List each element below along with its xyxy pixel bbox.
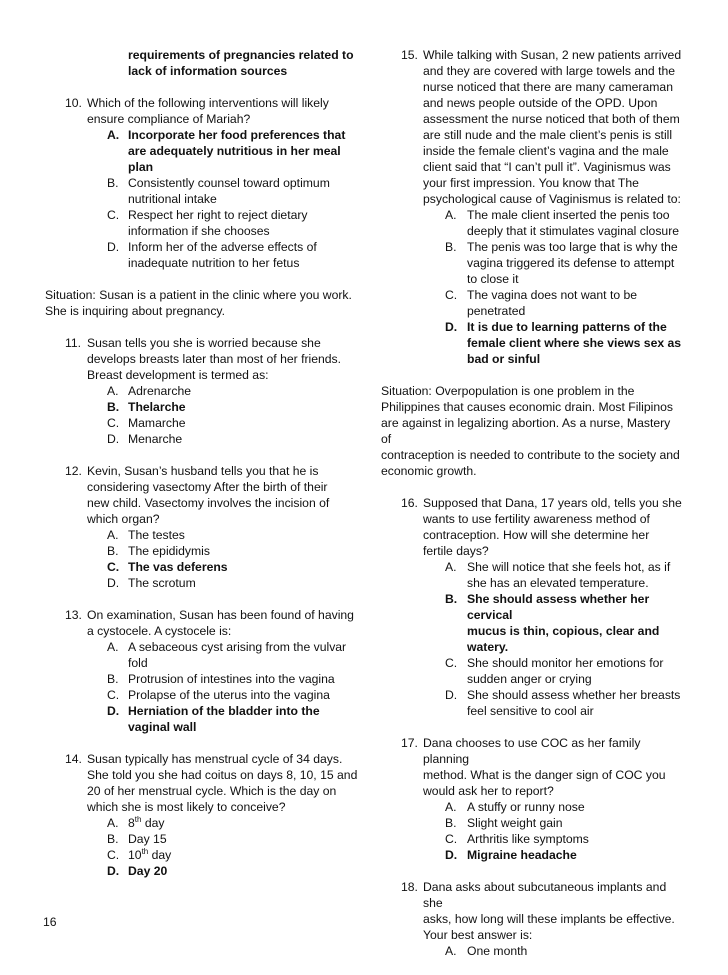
option-a bbox=[45, 527, 365, 543]
text-line: Incorporate her food preferences that bbox=[128, 128, 346, 142]
option-d bbox=[45, 863, 365, 879]
question-number: 14. bbox=[65, 752, 82, 766]
option-text: Arthritis like symptoms bbox=[467, 832, 589, 846]
text-line: contraception. How will she determine her bbox=[423, 528, 650, 542]
option-d bbox=[45, 575, 365, 591]
text-line: lack of information sources bbox=[128, 64, 288, 78]
text-line: your first impression. You know that The bbox=[423, 176, 639, 190]
option-letter: C. bbox=[445, 656, 458, 670]
text-line: A sebaceous cyst arising from the vulvar bbox=[128, 640, 347, 654]
text-line: ensure compliance of Mariah? bbox=[87, 112, 251, 126]
option-d bbox=[381, 847, 683, 863]
option-c bbox=[45, 207, 365, 239]
text-line: which she is most likely to conceive? bbox=[87, 800, 286, 814]
text-line: Philippines that causes economic drain. Most Filipinos bbox=[381, 400, 673, 414]
option-text: The vas deferens bbox=[128, 560, 228, 574]
option-letter: D. bbox=[445, 688, 458, 702]
option-letter: B. bbox=[107, 400, 120, 414]
question-12 bbox=[45, 463, 365, 591]
text-line: It is due to learning patterns of the bbox=[467, 320, 667, 334]
question-17 bbox=[381, 735, 683, 863]
option-a bbox=[45, 815, 365, 831]
option-letter: B. bbox=[107, 544, 119, 558]
option-letter: C. bbox=[445, 832, 458, 846]
text-line: 20 of her menstrual cycle. Which is the day on bbox=[87, 784, 337, 798]
option-letter: B. bbox=[445, 816, 457, 830]
option-c bbox=[381, 831, 683, 847]
option-letter: D. bbox=[445, 848, 458, 862]
text-line: She is inquiring about pregnancy. bbox=[45, 304, 225, 318]
option-text: Adrenarche bbox=[128, 384, 192, 398]
text-line: fold bbox=[128, 656, 148, 670]
option-c bbox=[45, 847, 365, 863]
text-line: she has an elevated temperature. bbox=[467, 576, 649, 590]
text-line: penetrated bbox=[467, 304, 526, 318]
option-letter: A. bbox=[107, 528, 119, 542]
text-line: Which of the following interventions will likely bbox=[87, 96, 329, 110]
question-number: 13. bbox=[65, 608, 82, 622]
option-b bbox=[45, 175, 365, 207]
text-line: Kevin, Susan’s husband tells you that he is bbox=[87, 464, 319, 478]
right-column bbox=[381, 47, 683, 975]
text-line: The penis was too large that is why the bbox=[467, 240, 678, 254]
option-text: Day 20 bbox=[128, 864, 168, 878]
text-line: The vagina does not want to be bbox=[467, 288, 638, 302]
ordinal-suffix: th bbox=[134, 814, 142, 824]
option-letter: A. bbox=[107, 816, 119, 830]
text-line: are still nude and the male client’s penis is still bbox=[423, 128, 673, 142]
text-line: a cystocele. A cystocele is: bbox=[87, 624, 232, 638]
text-line: Inform her of the adverse effects of bbox=[128, 240, 317, 254]
text-line: asks, how long will these implants be effective. bbox=[423, 912, 675, 926]
text-line: Dana asks about subcutaneous implants and she bbox=[423, 880, 667, 910]
question-number: 16. bbox=[401, 496, 418, 510]
question-13 bbox=[45, 607, 365, 735]
option-d bbox=[45, 239, 365, 271]
option-a bbox=[381, 943, 683, 959]
option-text: The testes bbox=[128, 528, 185, 542]
text-line: assessment the nurse noticed that both of them bbox=[423, 112, 680, 126]
question-stem bbox=[381, 495, 683, 559]
option-letter: B. bbox=[107, 176, 119, 190]
option-a bbox=[381, 559, 683, 591]
option-a bbox=[45, 383, 365, 399]
option-text: Slight weight gain bbox=[467, 816, 563, 830]
option-text-number: 10 bbox=[128, 848, 142, 862]
option-letter: A. bbox=[107, 640, 119, 654]
question-15 bbox=[381, 47, 683, 367]
option-c bbox=[45, 559, 365, 575]
option-c bbox=[45, 415, 365, 431]
question-stem bbox=[45, 95, 365, 127]
text-line: She should assess whether her cervical bbox=[467, 592, 650, 622]
option-text: One month bbox=[467, 944, 528, 958]
question-stem bbox=[381, 879, 683, 943]
text-line: nutritional intake bbox=[128, 192, 217, 206]
option-letter: D. bbox=[107, 704, 120, 718]
option-b bbox=[381, 239, 683, 287]
question-16 bbox=[381, 495, 683, 719]
text-line: which organ? bbox=[87, 512, 160, 526]
page-number: 16 bbox=[43, 915, 57, 929]
text-line: Respect her right to reject dietary bbox=[128, 208, 308, 222]
text-line: Prolapse of the uterus into the vagina bbox=[128, 688, 330, 702]
text-line: She should monitor her emotions for bbox=[467, 656, 664, 670]
option-b bbox=[45, 831, 365, 847]
text-line: and they are covered with large towels and the bbox=[423, 64, 676, 78]
option-letter: A. bbox=[107, 384, 119, 398]
question-stem bbox=[45, 335, 365, 383]
option-text: The scrotum bbox=[128, 576, 196, 590]
text-line: While talking with Susan, 2 new patients arrived bbox=[423, 48, 682, 62]
text-line: are against in legalizing abortion. As a nurse, Mastery of bbox=[381, 416, 671, 446]
option-letter: A. bbox=[445, 944, 457, 958]
option-letter: A. bbox=[445, 560, 457, 574]
option-c bbox=[381, 287, 683, 319]
text-line: requirements of pregnancies related to bbox=[128, 48, 354, 62]
question-11 bbox=[45, 335, 365, 447]
continued-option-text bbox=[45, 47, 365, 79]
option-letter: B. bbox=[445, 592, 458, 606]
text-line: develops breasts later than most of her friends. bbox=[87, 352, 342, 366]
option-letter: D. bbox=[445, 320, 458, 334]
option-c bbox=[45, 687, 365, 703]
text-line: Susan typically has menstrual cycle of 34 days. bbox=[87, 752, 343, 766]
option-letter: C. bbox=[107, 848, 120, 862]
option-text: Day 15 bbox=[128, 832, 167, 846]
option-letter: B. bbox=[107, 832, 119, 846]
text-line: bad or sinful bbox=[467, 352, 541, 366]
question-14 bbox=[45, 751, 365, 879]
text-line: method. What is the danger sign of COC you bbox=[423, 768, 666, 782]
option-text: Mamarche bbox=[128, 416, 186, 430]
question-number: 18. bbox=[401, 880, 418, 894]
text-line: client said that “I can’t pull it”. Vaginismus was bbox=[423, 160, 671, 174]
text-line: Supposed that Dana, 17 years old, tells you she bbox=[423, 496, 682, 510]
question-stem bbox=[381, 47, 683, 207]
question-stem bbox=[45, 607, 365, 639]
option-letter: D. bbox=[107, 432, 120, 446]
option-letter: C. bbox=[107, 416, 120, 430]
text-line: Consistently counsel toward optimum bbox=[128, 176, 330, 190]
text-line: plan bbox=[128, 160, 154, 174]
option-a bbox=[381, 799, 683, 815]
text-line: She told you she had coitus on days 8, 10, 15 and bbox=[87, 768, 358, 782]
text-line: contraception is needed to contribute to the society and bbox=[381, 448, 680, 462]
option-letter: C. bbox=[107, 688, 120, 702]
option-text: Migraine headache bbox=[467, 848, 577, 862]
text-line: The male client inserted the penis too bbox=[467, 208, 670, 222]
ordinal-suffix: th bbox=[141, 846, 149, 856]
question-stem bbox=[45, 463, 365, 527]
text-line: Situation: Susan is a patient in the clinic where you work. bbox=[45, 288, 352, 302]
text-line: sudden anger or crying bbox=[467, 672, 592, 686]
option-letter: C. bbox=[107, 208, 120, 222]
option-letter: B. bbox=[445, 240, 457, 254]
option-letter: C. bbox=[107, 560, 120, 574]
option-letter: A. bbox=[445, 800, 457, 814]
option-b bbox=[381, 815, 683, 831]
text-line: would ask her to report? bbox=[423, 784, 554, 798]
text-line: to close it bbox=[467, 272, 519, 286]
option-letter: A. bbox=[445, 208, 457, 222]
option-a bbox=[45, 639, 365, 671]
option-d bbox=[45, 431, 365, 447]
text-line: On examination, Susan has been found of having bbox=[87, 608, 354, 622]
option-letter: B. bbox=[107, 672, 119, 686]
situation-paragraph bbox=[45, 287, 365, 319]
text-line: vaginal wall bbox=[128, 720, 197, 734]
option-d bbox=[45, 703, 365, 735]
text-line: information if she chooses bbox=[128, 224, 270, 238]
text-line: Breast development is termed as: bbox=[87, 368, 269, 382]
text-line: deeply that it stimulates vaginal closure bbox=[467, 224, 680, 238]
text-line: Herniation of the bladder into the bbox=[128, 704, 320, 718]
question-number: 17. bbox=[401, 736, 418, 750]
text-line: watery. bbox=[467, 640, 509, 654]
text-line: and news people outside of the OPD. Upon bbox=[423, 96, 658, 110]
option-letter: D. bbox=[107, 864, 120, 878]
question-stem bbox=[381, 735, 683, 799]
text-line: Susan tells you she is worried because she bbox=[87, 336, 321, 350]
text-line: economic growth. bbox=[381, 464, 477, 478]
text-line: Protrusion of intestines into the vagina bbox=[128, 672, 335, 686]
option-b bbox=[45, 671, 365, 687]
question-number: 12. bbox=[65, 464, 82, 478]
left-column bbox=[45, 47, 365, 895]
option-letter: A. bbox=[107, 128, 120, 142]
option-b bbox=[45, 543, 365, 559]
text-line: new child. Vasectomy involves the incision of bbox=[87, 496, 330, 510]
text-line: mucus is thin, copious, clear and bbox=[467, 624, 660, 638]
text-line: inside the female client’s vagina and the male bbox=[423, 144, 669, 158]
situation-paragraph bbox=[381, 383, 683, 479]
option-letter: C. bbox=[445, 288, 458, 302]
option-b bbox=[381, 591, 683, 655]
option-letter: D. bbox=[107, 576, 120, 590]
option-text: Menarche bbox=[128, 432, 183, 446]
text-line: Your best answer is: bbox=[423, 928, 533, 942]
text-line: considering vasectomy After the birth of their bbox=[87, 480, 328, 494]
text-line: nurse noticed that there are many cameraman bbox=[423, 80, 673, 94]
text-line: feel sensitive to cool air bbox=[467, 704, 594, 718]
option-text: Thelarche bbox=[128, 400, 186, 414]
option-text-suffix: day bbox=[141, 816, 165, 830]
question-number: 10. bbox=[65, 96, 82, 110]
option-text: A stuffy or runny nose bbox=[467, 800, 585, 814]
option-text-number: 8 bbox=[128, 816, 135, 830]
option-c bbox=[381, 655, 683, 687]
option-a bbox=[45, 127, 365, 175]
text-line: wants to use fertility awareness method of bbox=[423, 512, 650, 526]
question-number: 15. bbox=[401, 48, 418, 62]
text-line: Situation: Overpopulation is one problem in the bbox=[381, 384, 635, 398]
text-line: She will notice that she feels hot, as if bbox=[467, 560, 671, 574]
option-d bbox=[381, 319, 683, 367]
option-b bbox=[45, 399, 365, 415]
text-line: are adequately nutritious in her meal bbox=[128, 144, 341, 158]
text-line: psychological cause of Vaginismus is related to: bbox=[423, 192, 681, 206]
question-18 bbox=[381, 879, 683, 959]
text-line: fertile days? bbox=[423, 544, 489, 558]
option-a bbox=[381, 207, 683, 239]
text-line: vagina triggered its defense to attempt bbox=[467, 256, 675, 270]
question-10 bbox=[45, 95, 365, 271]
option-letter: D. bbox=[107, 240, 120, 254]
option-text-suffix: day bbox=[148, 848, 172, 862]
option-d bbox=[381, 687, 683, 719]
text-line: Dana chooses to use COC as her family planning bbox=[423, 736, 641, 766]
text-line: She should assess whether her breasts bbox=[467, 688, 681, 702]
question-stem bbox=[45, 751, 365, 815]
option-text: The epididymis bbox=[128, 544, 210, 558]
question-number: 11. bbox=[65, 336, 82, 350]
text-line: female client where she views sex as bbox=[467, 336, 682, 350]
text-line: inadequate nutrition to her fetus bbox=[128, 256, 300, 270]
